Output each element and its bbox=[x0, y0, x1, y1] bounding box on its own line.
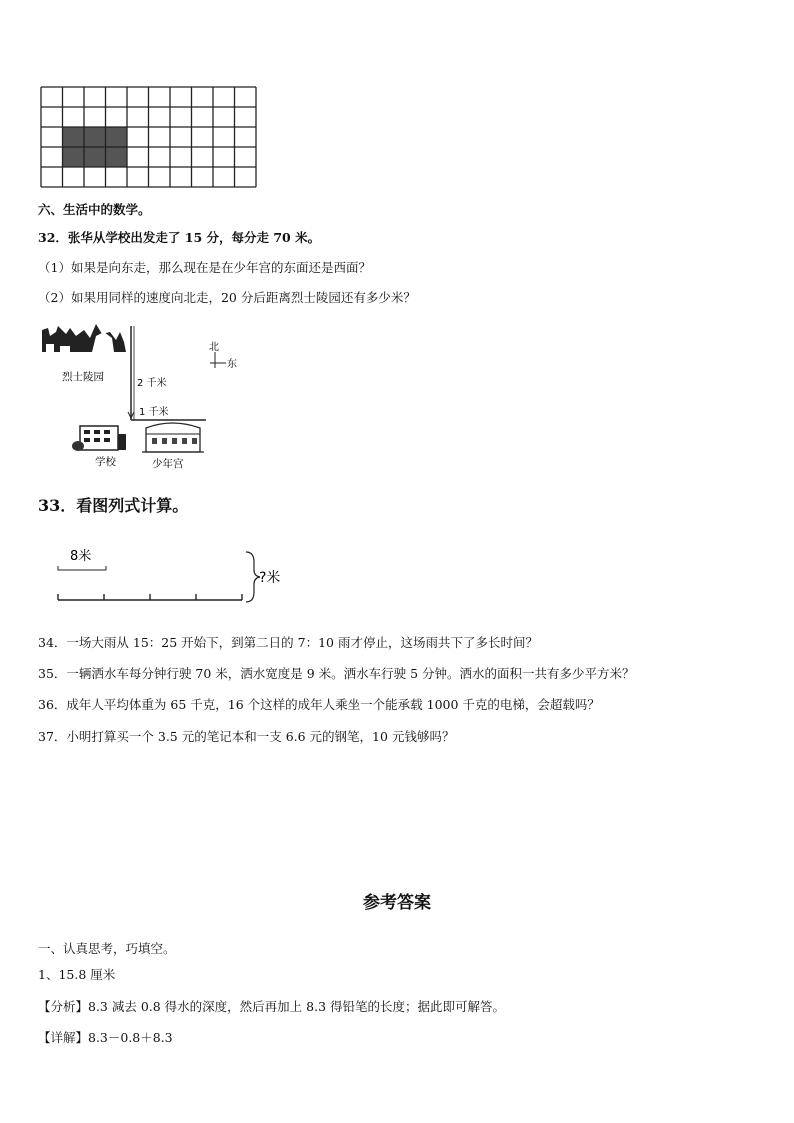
label-north: 北 bbox=[209, 342, 219, 353]
question-34: 34．一场大雨从 15：25 开始下，到第二日的 7：10 雨才停止，这场雨共下了多长时间？ bbox=[38, 635, 538, 650]
total-brace bbox=[246, 552, 260, 602]
youth-palace-image bbox=[142, 423, 204, 452]
label-youth-palace: 少年宫 bbox=[152, 458, 184, 470]
segment-brace bbox=[58, 566, 106, 570]
label-school: 学校 bbox=[95, 456, 116, 468]
answers-section-one: 一、认真思考，巧填空。 bbox=[38, 941, 176, 956]
compass-icon bbox=[210, 352, 226, 368]
label-2km: 2 千米 bbox=[137, 378, 167, 389]
label-1km: 1 千米 bbox=[139, 407, 169, 418]
answer-1-detail: 【详解】8.3－0.8＋8.3 bbox=[38, 1030, 173, 1045]
school-image bbox=[72, 426, 126, 451]
question-32-part-2: （2）如果用同样的速度向北走，20 分后距离烈士陵园还有多少米？ bbox=[38, 290, 416, 305]
segment-label: 8米 bbox=[70, 549, 92, 564]
question-37: 37．小明打算买一个 3.5 元的笔记本和一支 6.6 元的钢笔，10 元钱够吗？ bbox=[38, 729, 455, 744]
label-cemetery: 烈士陵园 bbox=[62, 371, 104, 383]
total-label: ?米 bbox=[259, 570, 281, 586]
section-six-heading: 六、生活中的数学。 bbox=[38, 202, 151, 217]
question-36: 36．成年人平均体重为 65 千克，16 个这样的成年人乘坐一个能承载 1000 千克的电梯，会超载吗？ bbox=[38, 697, 600, 712]
answers-title: 参考答案 bbox=[363, 893, 431, 913]
question-33: 33．看图列式计算。 bbox=[38, 496, 189, 515]
question-32: 32．张华从学校出发走了 15 分，每分走 70 米。 bbox=[38, 230, 321, 245]
grid-figure bbox=[40, 86, 258, 189]
question-35: 35．一辆洒水车每分钟行驶 70 米，洒水宽度是 9 米。洒水车行驶 5 分钟。洒水的面积一共有多少平方米？ bbox=[38, 666, 635, 681]
segment-diagram bbox=[50, 540, 300, 610]
question-32-part-1: （1）如果是向东走，那么现在是在少年宫的东面还是西面？ bbox=[38, 260, 371, 275]
answer-1-analysis: 【分析】8.3 减去 0.8 得水的深度，然后再加上 8.3 得铅笔的长度；据此即可解答。 bbox=[38, 999, 506, 1014]
answer-1: 1、15.8 厘米 bbox=[38, 967, 116, 982]
label-east: 东 bbox=[227, 359, 237, 370]
cemetery-image bbox=[42, 324, 126, 352]
route-map bbox=[40, 322, 250, 474]
